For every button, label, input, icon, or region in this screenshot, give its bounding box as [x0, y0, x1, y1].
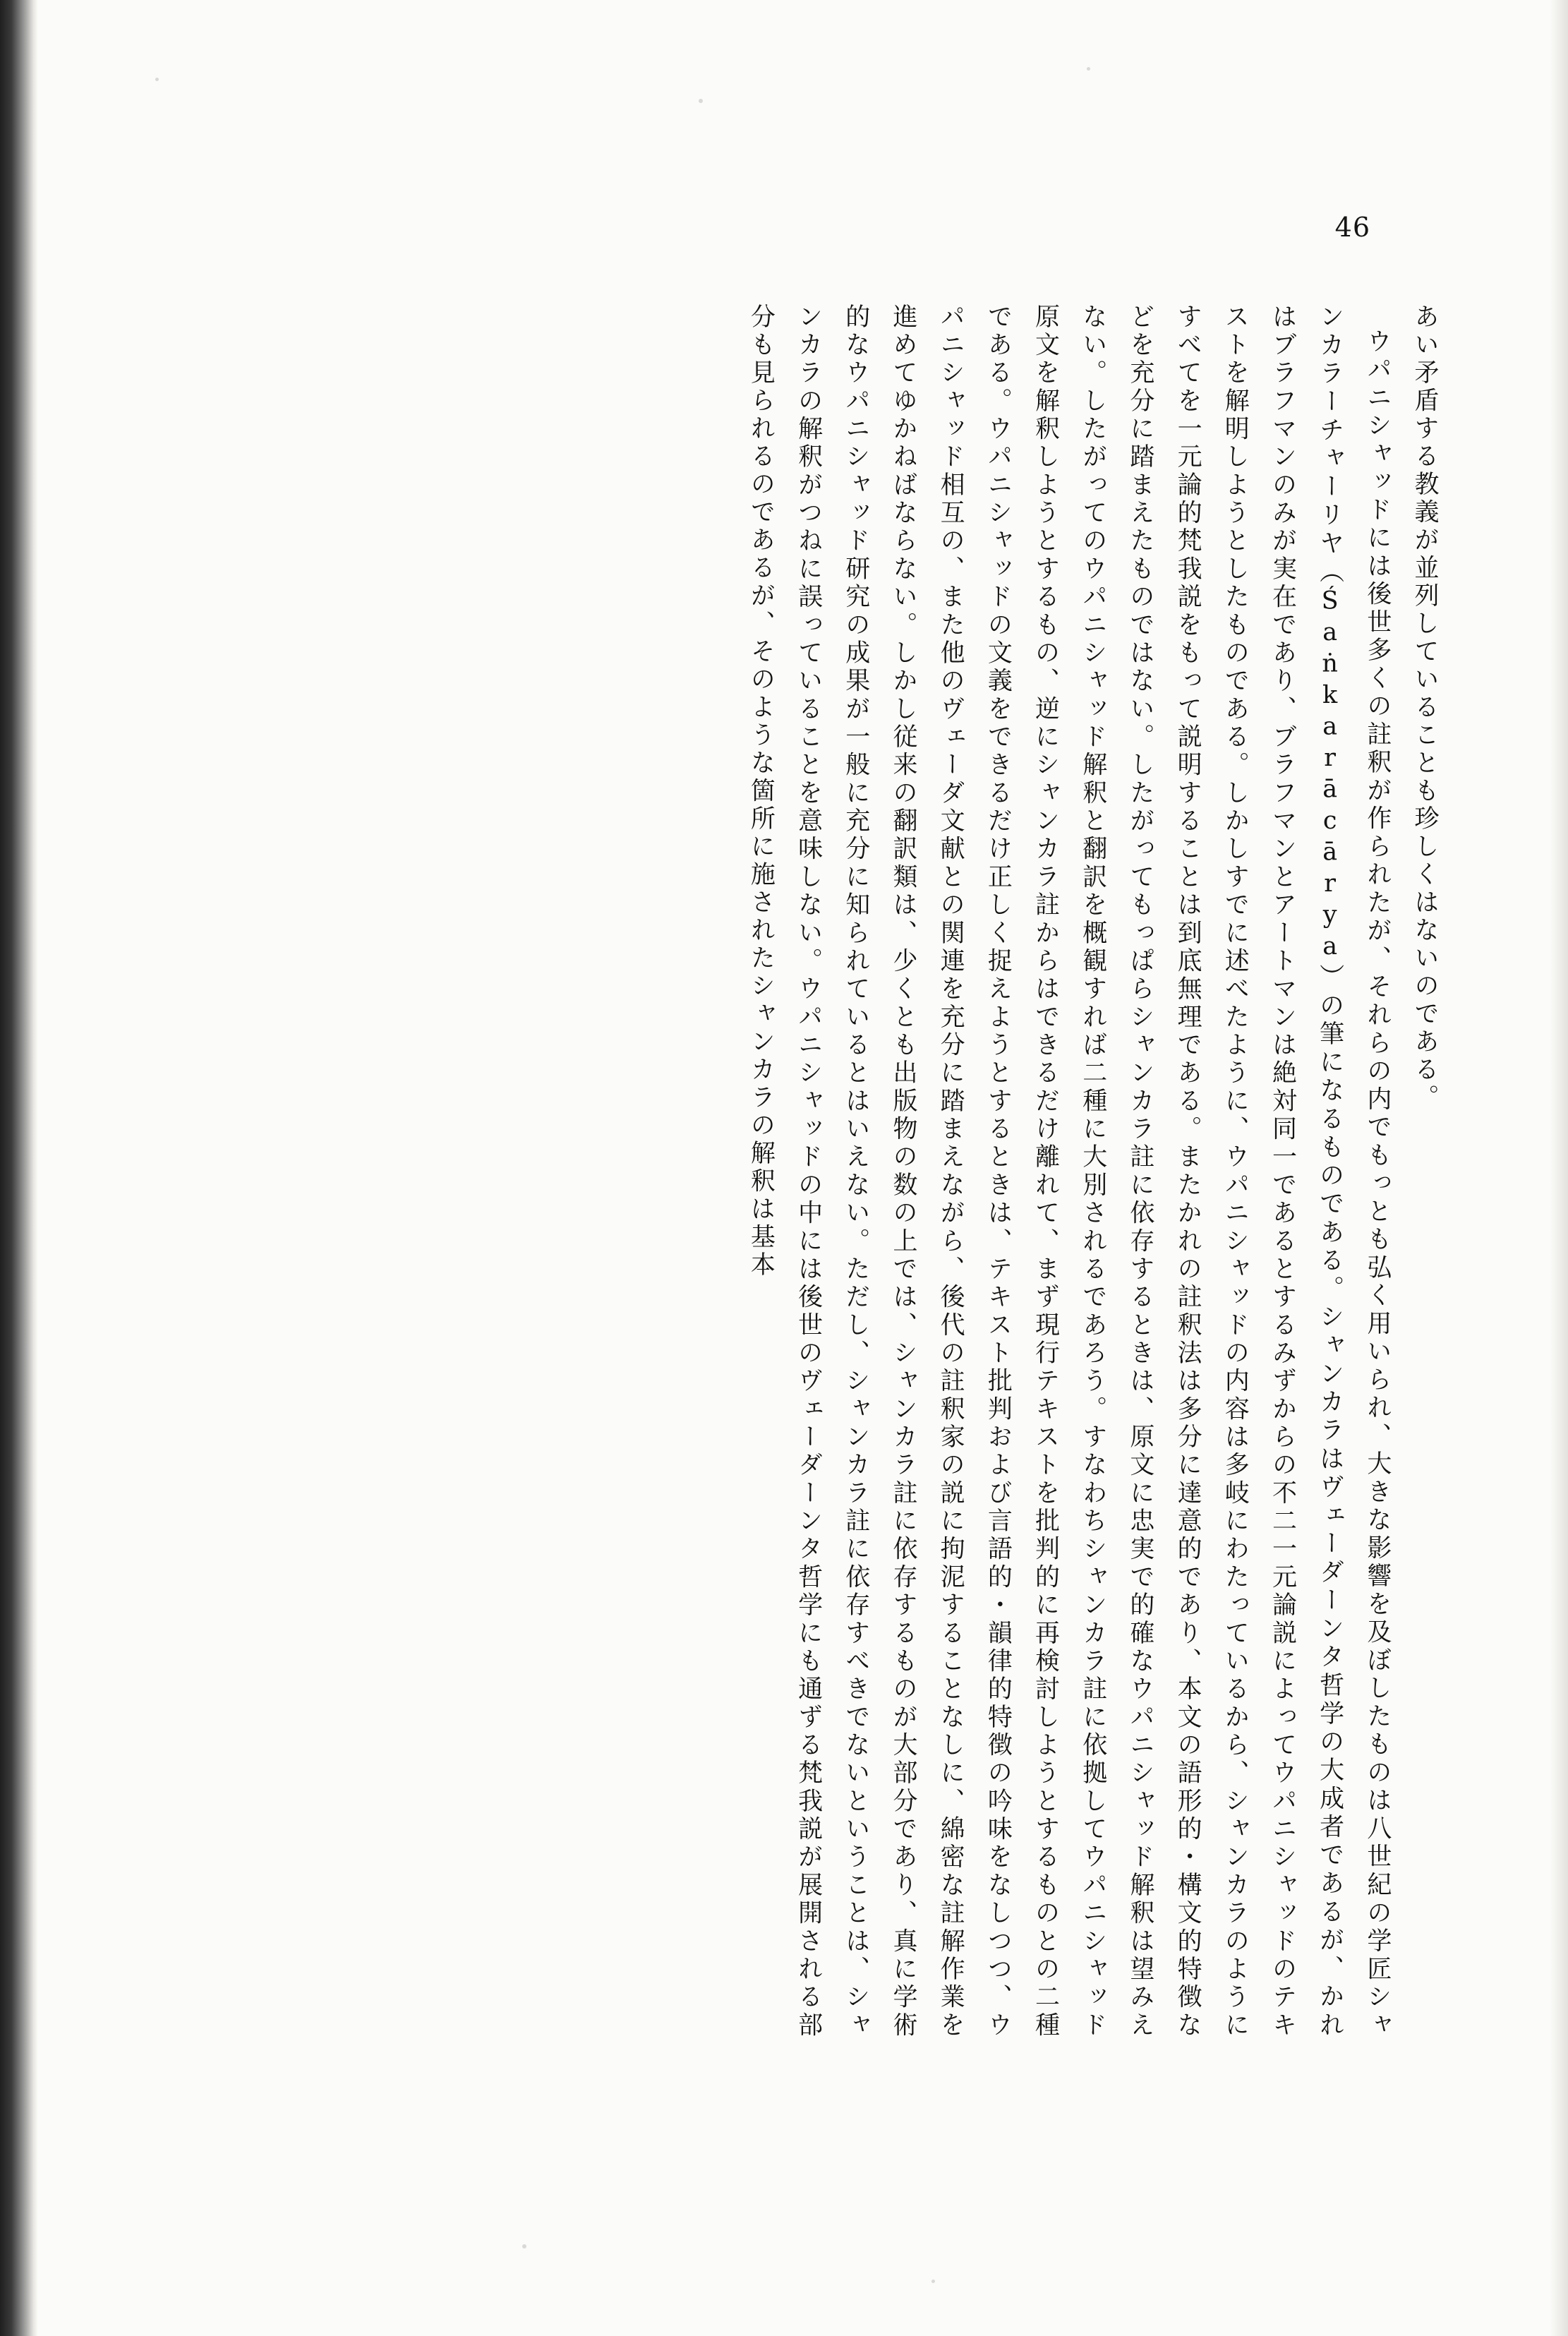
scan-speck	[1087, 67, 1090, 71]
scan-speck	[155, 78, 159, 81]
paragraph: あい矛盾する教義が並列していることも珍しくはないのである。	[1411, 303, 1439, 1112]
body-text	[121, 303, 1448, 2040]
scan-speck	[522, 2244, 526, 2248]
scan-speck	[931, 2280, 935, 2283]
page-number: 46	[1334, 212, 1370, 243]
scan-speck	[699, 99, 703, 103]
paragraph: ウパニシャッドには後世多くの註釈が作られたが、それらの内でもっとも弘く用いられ、大きな影響を及ぼしたものは八世紀の学匠シャンカラーチャーリヤ（Śaṅkarācārya）の筆になるものである。シャンカラはヴェーダーンタ哲学の大成者であるが、かれはブラフマンのみが実在であり、ブラフマンとアートマンは絶対同一であるとするみずからの不二一元論説によってウパニシャッドのテキストを解明しようとしたものである。しかしすでに述べたように、ウパニシャッドの内容は多岐にわたっているから、シャンカラのようにすべてを一元論的梵我説をもって説明することは到底無理である。またかれの註釈法は多分に達意的であり、本文の語形的・構文的特徴などを充分に踏まえたものではない。したがってもっぱらシャンカラ註に依存するときは、原文に忠実で的確なウパニシャッド解釈は望みえない。したがってのウパニシャッド解釈と翻訳を概観すれば二種に大別されるであろう。すなわちシャンカラ註に依拠してウパニシャッド原文を解釈しようとするもの、逆にシャンカラ註からはできるだけ離れて、まず現行テキストを批判的に再検討しようとするものとの二種である。ウパニシャッドの文義をできるだけ正しく捉えようとするときは、テキスト批判および言語的・韻律的特徴の吟味をなしつつ、ウパニシャッド相互の、また他のヴェーダ文献との関連を充分に踏まえながら、後代の註釈家の説に拘泥することなしに、綿密な註解作業を進めてゆかねばならない。しかし従来の翻訳類は、少くとも出版物の数の上では、シャンカラ註に依存するものが大部分であり、真に学術的なウパニシャッド研究の成果が一般に充分に知られているとはいえない。ただし、シャンカラ註に依存すべきでないということは、シャンカラの解釈がつねに誤っていることを意味しない。ウパニシャッドの中には後世のヴェーダーンタ哲学にも通ずる梵我説が展開される部分も見られるのであるが、そのような箇所に施されたシャンカラの解釈は基本	[747, 303, 1392, 2040]
